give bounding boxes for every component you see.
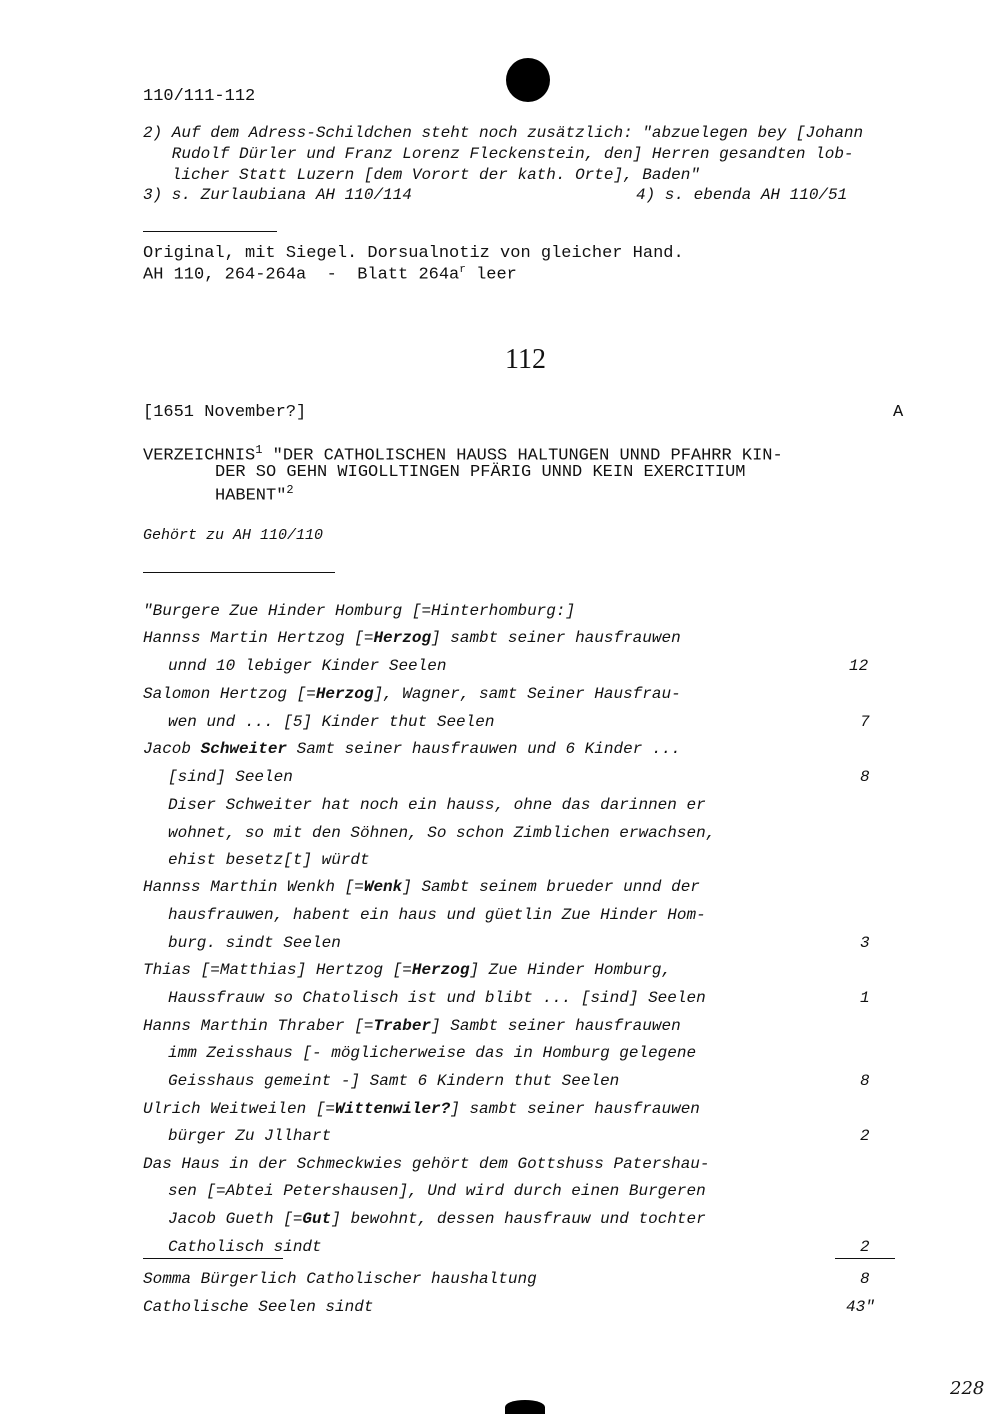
entry-1-line-1	[143, 629, 681, 647]
entry-text: ] sambt seiner hausfrauwen	[450, 1100, 700, 1118]
sum-souls: Catholische Seelen sindt	[143, 1298, 374, 1316]
handwritten-page-number: 228	[950, 1378, 985, 1399]
punch-hole-mark	[506, 58, 550, 102]
footnote-3: 3) s. Zurlaubiana AH 110/114	[143, 186, 412, 204]
sum-rule-left	[143, 1258, 283, 1259]
entry-text: Jacob Gueth [=	[168, 1210, 303, 1228]
entry-text: Thias [=Matthias] Hertzog [=	[143, 961, 412, 979]
entry-text: Hanns Marthin Thraber [=	[143, 1017, 374, 1035]
sum-rule-right	[835, 1258, 895, 1259]
entry-7-line-1	[143, 1100, 700, 1118]
entry-text: ] Zue Hinder Homburg,	[469, 961, 672, 979]
entry-2-count: 7	[860, 713, 870, 731]
entry-8-line-2: sen [=Abtei Petershausen], Und wird durch einen Burgeren	[168, 1182, 706, 1200]
entry-2-line-2: wen und ... [5] Kinder thut Seelen	[168, 713, 495, 731]
title-footnote-1: 1	[255, 443, 263, 457]
source-line-2	[143, 264, 517, 285]
entry-7-count: 2	[860, 1127, 870, 1145]
separator-line	[143, 231, 277, 232]
entry-4-count: 3	[860, 934, 870, 952]
sum-households-count: 8	[860, 1270, 870, 1288]
entry-3-line-5: ehist besetz[t] würdt	[168, 851, 370, 869]
entry-text: Samt seiner hausfrauwen und 6 Kinder ...	[287, 740, 681, 758]
sum-households: Somma Bürgerlich Catholischer haushaltung	[143, 1270, 537, 1288]
entry-text: Jacob	[143, 740, 201, 758]
entry-3-line-4: wohnet, so mit den Söhnen, So schon Zimblichen erwachsen,	[168, 824, 716, 842]
document-date: [1651 November?]	[143, 403, 307, 422]
title-rest: "DER CATHOLISCHEN HAUSS HALTUNGEN UNND PFAHRR KIN-	[262, 446, 783, 466]
entry-4-line-2: hausfrauwen, habent ein haus und güetlin Zue Hinder Hom-	[168, 906, 706, 924]
source-line-2-end: leer	[465, 265, 517, 285]
entry-text: Hannss Marthin Wenkh [=	[143, 878, 364, 896]
entry-8-line-1: Das Haus in der Schmeckwies gehört dem Gottshuss Patershau-	[143, 1155, 710, 1173]
entry-name-bold: Herzog	[411, 961, 470, 979]
entry-name-bold: Wittenwiler?	[335, 1100, 451, 1118]
entry-text: ], Wagner, samt Seiner Hausfrau-	[373, 685, 681, 703]
entry-6-line-2: imm Zeisshaus [- möglicherweise das in Homburg gelegene	[168, 1044, 697, 1062]
entry-name-bold: Schweiter	[200, 740, 288, 758]
separator-line-2	[143, 572, 335, 573]
title-word: VERZEICHNIS	[143, 446, 256, 466]
entry-6-line-3: Geisshaus gemeint -] Samt 6 Kindern thut Seelen	[168, 1072, 620, 1090]
footnote-2-line-1: 2) Auf dem Adress-Schildchen steht noch zusätzlich: "abzuelegen bey [Johann	[143, 124, 864, 142]
entry-text: ] bewohnt, dessen hausfrauw und tochter	[331, 1210, 706, 1228]
entry-2-line-1	[143, 685, 681, 703]
entry-3-line-3: Diser Schweiter hat noch ein hauss, ohne das darinnen er	[168, 796, 706, 814]
document-title-line-3	[215, 483, 294, 506]
document-letter: A	[893, 403, 904, 422]
page-reference: 110/111-112	[143, 87, 256, 106]
entry-4-line-1	[143, 878, 700, 896]
entry-text: Hannss Martin Hertzog [=	[143, 629, 374, 647]
entry-6-line-1	[143, 1017, 681, 1035]
entry-1-count: 12	[849, 657, 869, 675]
entries-heading: "Burgere Zue Hinder Homburg [=Hinterhomburg:]	[143, 602, 576, 620]
entry-8-line-4: Catholisch sindt	[168, 1238, 322, 1256]
document-title-line-2: DER SO GEHN WIGOLLTINGEN PFÄRIG UNND KEIN EXERCITIUM	[215, 463, 746, 482]
entry-4-line-3: burg. sindt Seelen	[168, 934, 341, 952]
entry-3-line-1	[143, 740, 681, 758]
document-number: 112	[505, 344, 546, 375]
entry-6-count: 8	[860, 1072, 870, 1090]
source-line-2-sup: r	[459, 264, 466, 276]
entry-7-line-2: bürger Zu Jllhart	[168, 1127, 332, 1145]
title-end: HABENT"	[215, 486, 287, 506]
belongs-to-note: Gehört zu AH 110/110	[143, 527, 324, 544]
entry-5-count: 1	[860, 989, 870, 1007]
title-footnote-2: 2	[286, 483, 294, 497]
entry-3-count: 8	[860, 768, 870, 786]
entry-1-line-2: unnd 10 lebiger Kinder Seelen	[168, 657, 447, 675]
entry-8-line-3	[168, 1210, 706, 1228]
entry-name-bold: Traber	[373, 1017, 432, 1035]
entry-text: ] sambt seiner hausfrauwen	[431, 629, 681, 647]
entry-5-line-1	[143, 961, 671, 979]
source-line-1: Original, mit Siegel. Dorsualnotiz von gleicher Hand.	[143, 244, 684, 263]
footnote-4: 4) s. ebenda AH 110/51	[636, 186, 848, 204]
source-line-2-text: AH 110, 264-264a - Blatt 264a	[143, 265, 460, 285]
entry-text: Salomon Hertzog [=	[143, 685, 316, 703]
sum-souls-count: 43"	[846, 1298, 875, 1316]
entry-text: ] Sambt seinem brueder unnd der	[402, 878, 700, 896]
footnote-2-line-2: Rudolf Dürler und Franz Lorenz Fleckenstein, den] Herren gesandten lob-	[143, 145, 854, 163]
entry-name-bold: Herzog	[373, 629, 432, 647]
entry-8-count: 2	[860, 1238, 870, 1256]
entry-name-bold: Herzog	[315, 685, 374, 703]
entry-text: ] Sambt seiner hausfrauwen	[431, 1017, 681, 1035]
entry-5-line-2: Haussfrauw so Chatolisch ist und blibt ... [sind] Seelen	[168, 989, 706, 1007]
footnote-2-line-3: licher Statt Luzern [dem Vorort der kath. Orte], Baden"	[143, 166, 700, 184]
entry-3-line-2: [sind] Seelen	[168, 768, 293, 786]
entry-text: Ulrich Weitweilen [=	[143, 1100, 336, 1118]
entry-name-bold: Wenk	[363, 878, 403, 896]
entry-name-bold: Gut	[302, 1210, 332, 1228]
